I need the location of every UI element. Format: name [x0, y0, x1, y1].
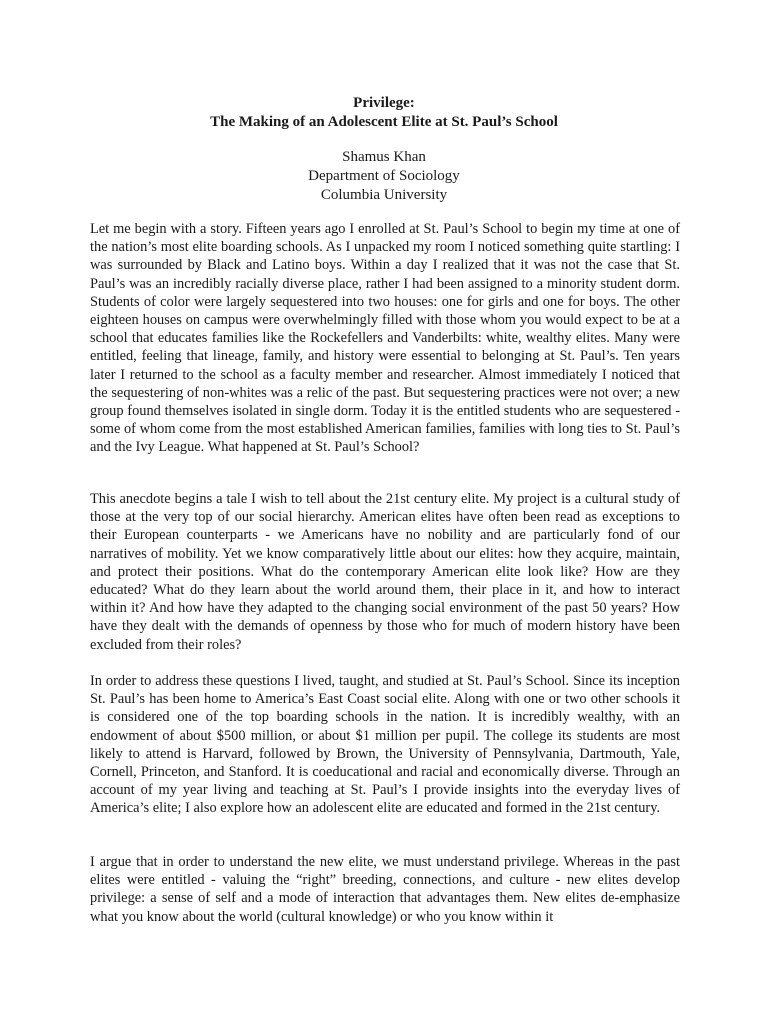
author-name: Shamus Khan [342, 149, 426, 165]
paragraph-1: Let me begin with a story. Fifteen years ago I enrolled at St. Paul’s School to begin my time at one of the nation’s most elite boarding schools. As I unpacked my room I noticed something quite startling: I was surrounded by Black and Latino boys. Within a day I realized that it was not the case that St. Paul’s was an incredibly racially diverse place, rather I had been assigned to a minority student dorm. Students of color were largely sequestered into two houses: one for girls and one for boys. The other eighteen houses on campus were overwhelmingly filled with those whom you would expect to be at a school that educates families like the Rockefellers and Vanderbilts: white, wealthy elites. Many were entitled, feeling that lineage, family, and history were essential to belonging at St. Paul’s. Ten years later I returned to the school as a faculty member and researcher. Almost immediately I noticed that the sequestering of non-whites was a relic of the past. But sequestering practices were not over; a new group found themselves isolated in single dorm. Today it is the entitled students who are sequestered - some of whom come from the most established American families, families with long ties to St. Paul’s and the Ivy League. What happened at St. Paul’s School? [90, 221, 680, 456]
title-line-2: The Making of an Adolescent Elite at St. Paul’s School [210, 114, 558, 130]
paragraph-4: I argue that in order to understand the new elite, we must understand privilege. Whereas in the past elites were entitled - valuing the “right” breeding, connections, and culture - new elites develop privilege: a sense of self and a mode of interaction that advantages them. New elites de-emphasize what you know about the world (cultural knowledge) or who you know within it [90, 854, 680, 925]
author-block [90, 148, 678, 205]
author-institution: Columbia University [320, 187, 448, 203]
author-department: Department of Sociology [308, 168, 460, 184]
title-line-1: Privilege: [353, 95, 415, 111]
paragraph-2: This anecdote begins a tale I wish to tell about the 21st century elite. My project is a cultural study of those at the very top of our social hierarchy. American elites have often been read as exceptions to their European counterparts - we Americans have no nobility and are particularly fond of our narratives of mobility. Yet we know comparatively little about our elites: how they acquire, maintain, and protect their positions. What do the contemporary American elite look like? How are they educated? What do they learn about the world around them, their place in it, and how to interact within it? And how have they adapted to the changing social environment of the past 50 years? How have they dealt with the demands of openness by those who for much of modern history have been excluded from their roles? [90, 491, 680, 653]
paragraph-3: In order to address these questions I lived, taught, and studied at St. Paul’s School. Since its inception St. Paul’s has been home to America’s East Coast social elite. Along with one or two other schools it is considered one of the top boarding schools in the nation. It is incredibly wealthy, with an endowment of about $500 million, or about $1 million per pupil. The college its students are most likely to attend is Harvard, followed by Brown, the University of Pennsylvania, Dartmouth, Yale, Cornell, Princeton, and Stanford. It is coeducational and racial and economically diverse. Through an account of my year living and teaching at St. Paul’s I provide insights into the everyday lives of America’s elite; I also explore how an adolescent elite are educated and formed in the 21st century. [90, 673, 680, 817]
